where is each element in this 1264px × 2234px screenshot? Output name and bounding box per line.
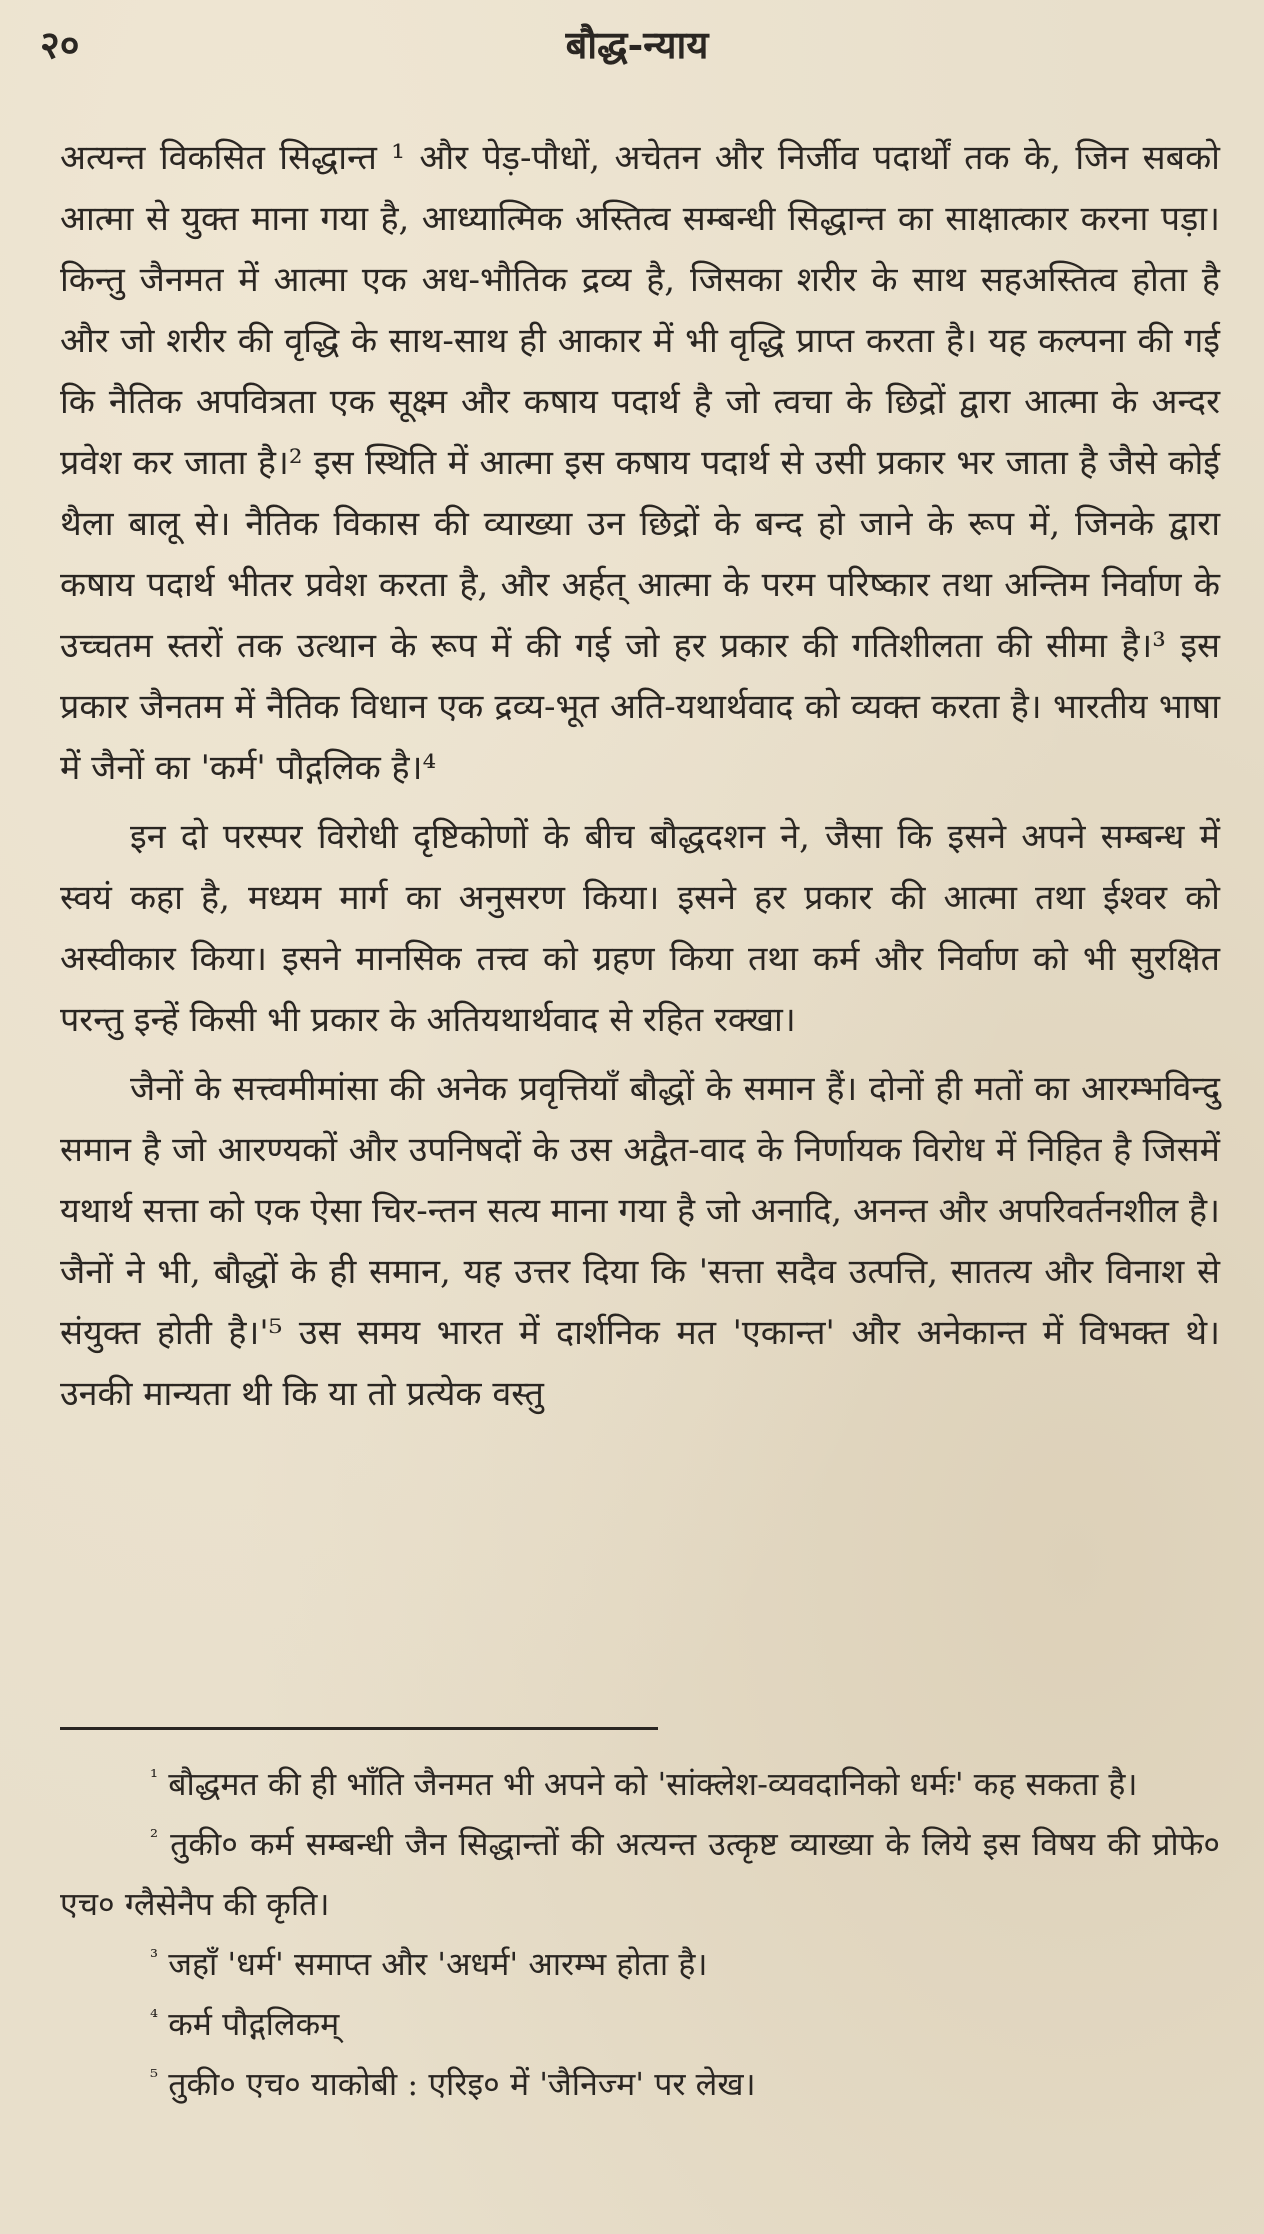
body-text	[60, 128, 1220, 1425]
footnote-text: कर्म पौद्गलिकम्	[168, 2005, 340, 2043]
footnote-mark: ¹	[150, 1764, 159, 1789]
footnote-mark: ³	[150, 1944, 159, 1969]
page-number: २०	[40, 22, 80, 67]
footnote-divider	[60, 1727, 658, 1730]
footnote-3	[60, 1934, 1220, 1994]
footnote-2	[60, 1814, 1220, 1934]
footnote-text: बौद्धमत की ही भाँति जैनमत भी अपने को 'सांक्लेश-व्यवदानिको धर्मः' कह सकता है।	[168, 1765, 1138, 1803]
page-header	[40, 18, 1234, 78]
footnote-mark: ⁴	[150, 2004, 159, 2029]
paragraph-2: इन दो परस्पर विरोधी दृष्टिकोणों के बीच बौद्धदशन ने, जैसा कि इसने अपने सम्बन्ध में स्वयं कहा है, मध्यम मार्ग का अनुसरण किया। इसने हर प्रकार की आत्मा तथा ईश्वर को अस्वीकार किया। इसने मानसिक तत्त्व को ग्रहण किया तथा कर्म और निर्वाण को भी सुरक्षित परन्तु इन्हें किसी भी प्रकार के अतियथार्थवाद से रहित रक्खा।	[60, 817, 1220, 1040]
footnote-mark: ⁵	[150, 2064, 159, 2089]
running-title: बौद्ध-न्याय	[565, 22, 709, 67]
paragraph-3: जैनों के सत्त्वमीमांसा की अनेक प्रवृत्तियाँ बौद्धों के समान हैं। दोनों ही मतों का आरम्भविन्दु समान है जो आरण्यकों और उपनिषदों के उस अद्वैत-वाद के निर्णायक विरोध में निहित है जिसमें यथार्थ सत्ता को एक ऐसा चिर-न्तन सत्य माना गया है जो अनादि, अनन्त और अपरिवर्तनशील है। जैनों ने भी, बौद्धों के ही समान, यह उत्तर दिया कि 'सत्ता सदैव उत्पत्ति, सातत्य और विनाश से संयुक्त होती है।'⁵ उस समय भारत में दार्शनिक मत 'एकान्त' और अनेकान्त में विभक्त थे। उनकी मान्यता थी कि या तो प्रत्येक वस्तु	[60, 1069, 1220, 1414]
footnote-text: जहाँ 'धर्म' समाप्त और 'अधर्म' आरम्भ होता है।	[168, 1945, 708, 1983]
footnote-text: तुकी० कर्म सम्बन्धी जैन सिद्धान्तों की अत्यन्त उत्कृष्ट व्याख्या के लिये इस विषय की प्रोफे० एच० ग्लैसेनैप की कृति।	[60, 1825, 1221, 1923]
paragraph-1: अत्यन्त विकसित सिद्धान्त ¹ और पेड़-पौधों, अचेतन और निर्जीव पदार्थों तक के, जिन सबको आत्मा से युक्त माना गया है, आध्यात्मिक अस्तित्व सम्बन्धी सिद्धान्त का साक्षात्कार करना पड़ा। किन्तु जैनमत में आत्मा एक अध-भौतिक द्रव्य है, जिसका शरीर के साथ सहअस्तित्व होता है और जो शरीर की वृद्धि के साथ-साथ ही आकार में भी वृद्धि प्राप्त करता है। यह कल्पना की गई कि नैतिक अपवित्रता एक सूक्ष्म और कषाय पदार्थ है जो त्वचा के छिद्रों द्वारा आत्मा के अन्दर प्रवेश कर जाता है।² इस स्थिति में आत्मा इस कषाय पदार्थ से उसी प्रकार भर जाता है जैसे कोई थैला बालू से। नैतिक विकास की व्याख्या उन छिद्रों के बन्द हो जाने के रूप में, जिनके द्वारा कषाय पदार्थ भीतर प्रवेश करता है, और अर्हत् आत्मा के परम परिष्कार तथा अन्तिम निर्वाण के उच्चतम स्तरों तक उत्थान के रूप में की गई जो हर प्रकार की गतिशीलता की सीमा है।³ इस प्रकार जैनतम में नैतिक विधान एक द्रव्य-भूत अति-यथार्थवाद को व्यक्त करता है। भारतीय भाषा में जैनों का 'कर्म' पौद्गलिक है।⁴	[60, 138, 1220, 788]
footnote-4	[60, 1994, 1220, 2054]
footnote-mark: ²	[150, 1824, 159, 1849]
footnotes	[60, 1754, 1220, 2114]
footnote-1	[60, 1754, 1220, 1814]
footnote-5	[60, 2054, 1220, 2114]
footnote-text: तुकी० एच० याकोबी : एरिइ० में 'जैनिज्म' पर लेख।	[168, 2065, 756, 2103]
